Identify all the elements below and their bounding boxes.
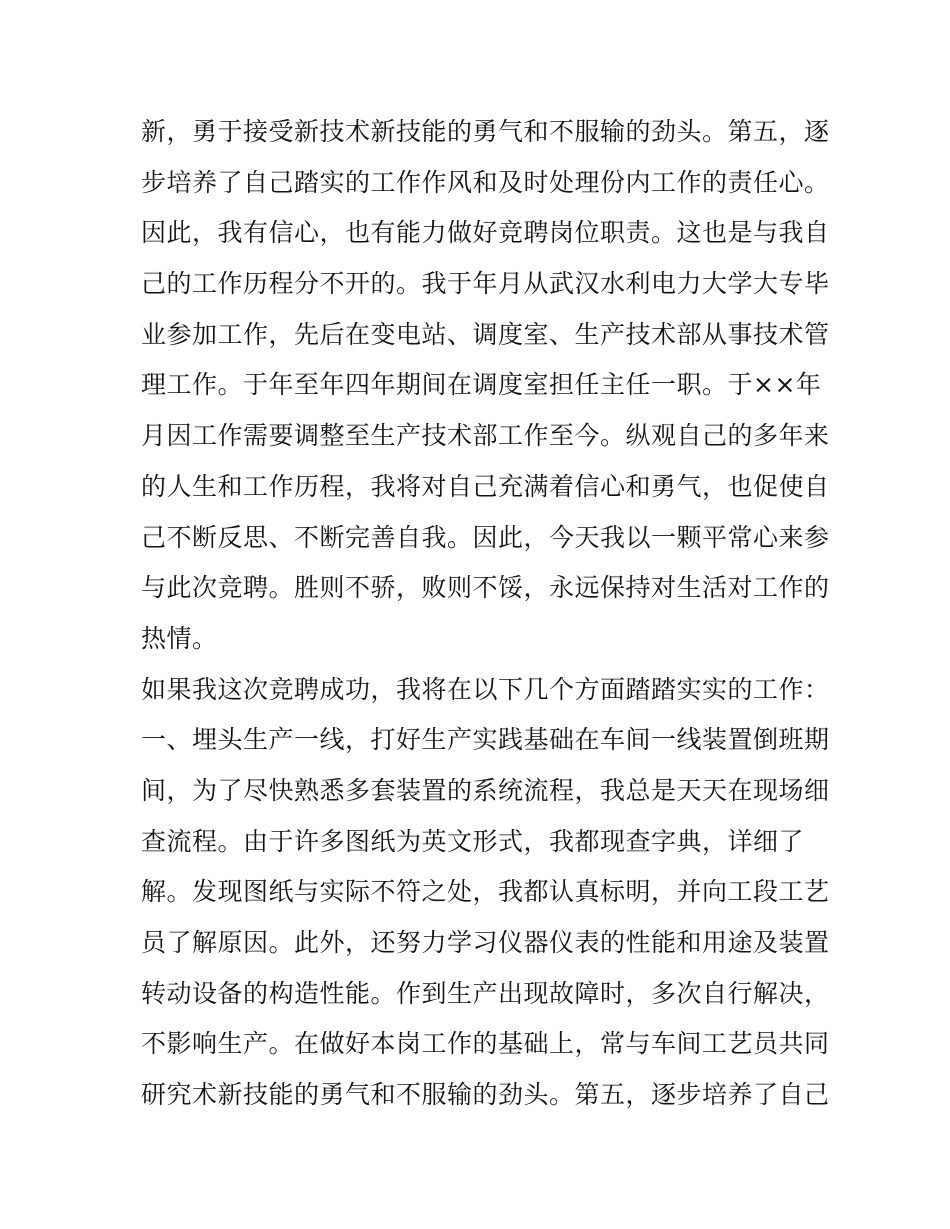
text-line: 转动设备的构造性能。作到生产出现故障时，多次自行解决， (141, 978, 830, 1008)
text-line: 一、埋头生产一线，打好生产实践基础在车间一线装置倒班期 (141, 725, 830, 755)
text-line: 解。发现图纸与实际不符之处，我都认真标明，并向工段工艺 (141, 877, 830, 907)
text-line: 步培养了自己踏实的工作作风和及时处理份内工作的责任心。 (141, 167, 830, 197)
text-line: 查流程。由于许多图纸为英文形式，我都现查字典，详细了 (141, 826, 805, 856)
text-line: 员了解原因。此外，还努力学习仪器仪表的性能和用途及装置 (141, 928, 830, 957)
text-line: 不影响生产。在做好本岗工作的基础上，常与车间工艺员共同 (141, 1029, 830, 1059)
text-line: 新，勇于接受新技术新技能的勇气和不服输的劲头。第五，逐 (141, 117, 830, 146)
text-line: 热情。 (141, 623, 218, 653)
body-text (141, 107, 830, 1121)
text-line: 己的工作历程分不开的。我于年月从武汉水利电力大学大专毕 (141, 269, 830, 299)
text-line: 业参加工作，先后在变电站、调度室、生产技术部从事技术管 (141, 319, 830, 349)
text-line: 因此，我有信心，也有能力做好竞聘岗位职责。这也是与我自 (141, 218, 830, 248)
text-line: 研究术新技能的勇气和不服输的劲头。第五，逐步培养了自己 (141, 1080, 830, 1110)
text-line: 如果我这次竞聘成功，我将在以下几个方面踏踏实实的工作： (141, 674, 830, 704)
text-line: 与此次竞聘。胜则不骄，败则不馁，永远保持对生活对工作的 (141, 573, 830, 603)
text-line: 己不断反思、不断完善自我。因此，今天我以一颗平常心来参 (141, 522, 830, 552)
text-line: 理工作。于年至年四年期间在调度室担任主任一职。于××年 (141, 370, 822, 400)
text-line: 的人生和工作历程，我将对自己充满着信心和勇气，也促使自 (141, 471, 830, 501)
text-line: 月因工作需要调整至生产技术部工作至今。纵观自己的多年来 (141, 421, 830, 451)
text-line: 间，为了尽快熟悉多套装置的系统流程，我总是天天在现场细 (141, 775, 830, 805)
